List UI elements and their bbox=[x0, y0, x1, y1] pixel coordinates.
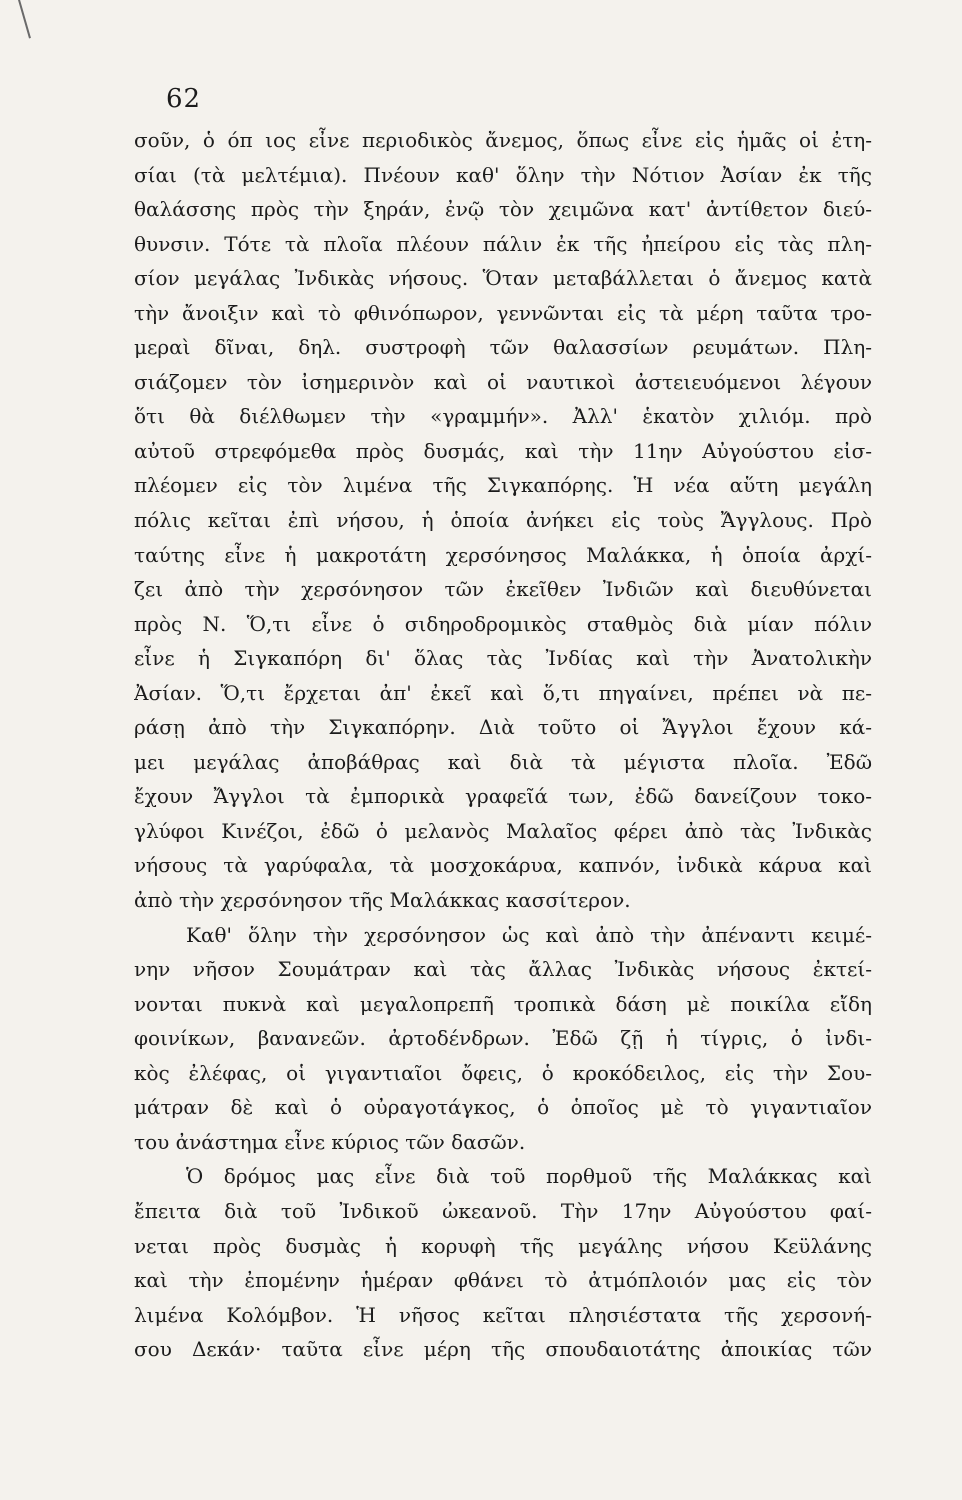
body-text bbox=[134, 123, 872, 1367]
text-line: μεραὶ δῖναι, δηλ. συστροφὴ τῶν θαλασσίων ρευμάτων. Πλη- bbox=[134, 335, 872, 360]
scan-edge-mark bbox=[18, 0, 31, 38]
text-line: πόλις κεῖται ἐπὶ νήσου, ἡ ὁποία ἀνήκει εἰς τοὺς Ἄγγλους. Πρὸ bbox=[134, 508, 872, 533]
text-line: τὴν ἄνοιξιν καὶ τὸ φθινόπωρον, γεννῶνται εἰς τὰ μέρη ταῦτα τρο- bbox=[134, 300, 872, 325]
text-line: σου Δεκάν· ταῦτα εἶνε μέρη τῆς σπουδαιοτάτης ἀποικίας τῶν bbox=[134, 1337, 872, 1362]
text-line: ράσῃ ἀπὸ τὴν Σιγκαπόρην. Διὰ τοῦτο οἱ Ἄγγλοι ἔχουν κά- bbox=[134, 715, 872, 740]
text-line: μάτραν δὲ καὶ ὁ οὐραγοτάγκος, ὁ ὁποῖος μὲ τὸ γιγαντιαῖον bbox=[134, 1095, 872, 1120]
page-number: 62 bbox=[166, 84, 202, 114]
text-line: ἀπὸ τὴν χερσόνησον τῆς Μαλάκκας κασσίτερον. bbox=[134, 888, 631, 913]
text-line: γλύφοι Κινέζοι, ἐδῶ ὁ μελανὸς Μαλαῖος φέρει ἀπὸ τὰς Ἰνδικὰς bbox=[134, 818, 872, 843]
text-line: καὶ τὴν ἐπομένην ἡμέραν φθάνει τὸ ἀτμόπλοιόν μας εἰς τὸν bbox=[134, 1268, 872, 1293]
text-line: πλέομεν εἰς τὸν λιμένα τῆς Σιγκαπόρης. Ἡ νέα αὕτη μεγάλη bbox=[134, 473, 872, 498]
text-line: ἔπειτα διὰ τοῦ Ἰνδικοῦ ὠκεανοῦ. Τὴν 17ην Αὐγούστου φαί- bbox=[134, 1198, 872, 1223]
text-line: σίον μεγάλας Ἰνδικὰς νήσους. Ὅταν μεταβάλλεται ὁ ἄνεμος κατὰ bbox=[134, 266, 872, 291]
text-line: του ἀνάστημα εἶνε κύριος τῶν δασῶν. bbox=[134, 1129, 526, 1154]
text-line: ὅτι θὰ διέλθωμεν τὴν «γραμμήν». Ἀλλ' ἑκατὸν χιλιόμ. πρὸ bbox=[134, 404, 872, 429]
text-line: μει μεγάλας ἀποβάθρας καὶ διὰ τὰ μέγιστα πλοῖα. Ἐδῶ bbox=[134, 749, 872, 774]
text-line: φοινίκων, βανανεῶν. ἀρτοδένδρων. Ἐδῶ ζῇ ἡ τίγρις, ὁ ἰνδι- bbox=[134, 1026, 872, 1051]
text-line: νεται πρὸς δυσμὰς ἡ κορυφὴ τῆς μεγάλης νήσου Κεϋλάνης bbox=[134, 1233, 872, 1258]
text-line: ἔχουν Ἄγγλοι τὰ ἐμπορικὰ γραφεῖά των, ἐδῶ δανείζουν τοκο- bbox=[134, 784, 872, 809]
text-line: Ἀσίαν. Ὅ,τι ἔρχεται ἀπ' ἐκεῖ καὶ ὅ,τι πηγαίνει, πρέπει νὰ πε- bbox=[134, 680, 872, 705]
text-line: σίαι (τὰ μελτέμια). Πνέουν καθ' ὅλην τὴν Νότιον Ἀσίαν ἐκ τῆς bbox=[134, 162, 872, 187]
text-line: αὐτοῦ στρεφόμεθα πρὸς δυσμάς, καὶ τὴν 11ην Αὐγούστου εἰσ- bbox=[134, 438, 872, 463]
text-line: ζει ἀπὸ τὴν χερσόνησον τῶν ἐκεῖθεν Ἰνδιῶν καὶ διευθύνεται bbox=[134, 577, 872, 602]
text-line: νήσους τὰ γαρύφαλα, τὰ μοσχοκάρυα, καπνόν, ἰνδικὰ κάρυα καὶ bbox=[134, 853, 872, 878]
text-line: εἶνε ἡ Σιγκαπόρη δι' ὅλας τὰς Ἰνδίας καὶ τὴν Ἀνατολικὴν bbox=[134, 646, 872, 671]
text-line: σιάζομεν τὸν ἰσημερινὸν καὶ οἱ ναυτικοὶ ἀστειευόμενοι λέγουν bbox=[134, 369, 872, 394]
text-line: πρὸς Ν. Ὅ,τι εἶνε ὁ σιδηροδρομικὸς σταθμὸς διὰ μίαν πόλιν bbox=[134, 611, 872, 636]
paragraph-start-line: Ὁ δρόμος μας εἶνε διὰ τοῦ πορθμοῦ τῆς Μαλάκκας καὶ bbox=[186, 1164, 872, 1189]
text-line: θαλάσσης πρὸς τὴν ξηράν, ἐνῷ τὸν χειμῶνα κατ' ἀντίθετον διεύ- bbox=[134, 197, 872, 222]
text-line: λιμένα Κολόμβον. Ἡ νῆσος κεῖται πλησιέστατα τῆς χερσονή- bbox=[134, 1302, 872, 1327]
text-line: θυνσιν. Τότε τὰ πλοῖα πλέουν πάλιν ἐκ τῆς ἠπείρου εἰς τὰς πλη- bbox=[134, 231, 872, 256]
text-line: ταύτης εἶνε ἡ μακροτάτη χερσόνησος Μαλάκκα, ἡ ὁποία ἀρχί- bbox=[134, 542, 872, 567]
text-line: σοῦν, ὁ όπ ιος εἶνε περιοδικὸς ἄνεμος, ὅπως εἶνε εἰς ἡμᾶς οἱ ἐτη- bbox=[134, 128, 872, 152]
text-line: νην νῆσον Σουμάτραν καὶ τὰς ἄλλας Ἰνδικὰς νήσους ἐκτεί- bbox=[134, 957, 872, 982]
text-line: κὸς ἐλέφας, οἱ γιγαντιαῖοι ὄφεις, ὁ κροκόδειλος, εἰς τὴν Σου- bbox=[134, 1060, 872, 1085]
text-line: νονται πυκνὰ καὶ μεγαλοπρεπῆ τροπικὰ δάση μὲ ποικίλα εἴδη bbox=[134, 991, 872, 1016]
paragraph-start-line: Καθ' ὅλην τὴν χερσόνησον ὡς καὶ ἀπὸ τὴν ἀπέναντι κειμέ- bbox=[186, 922, 872, 947]
